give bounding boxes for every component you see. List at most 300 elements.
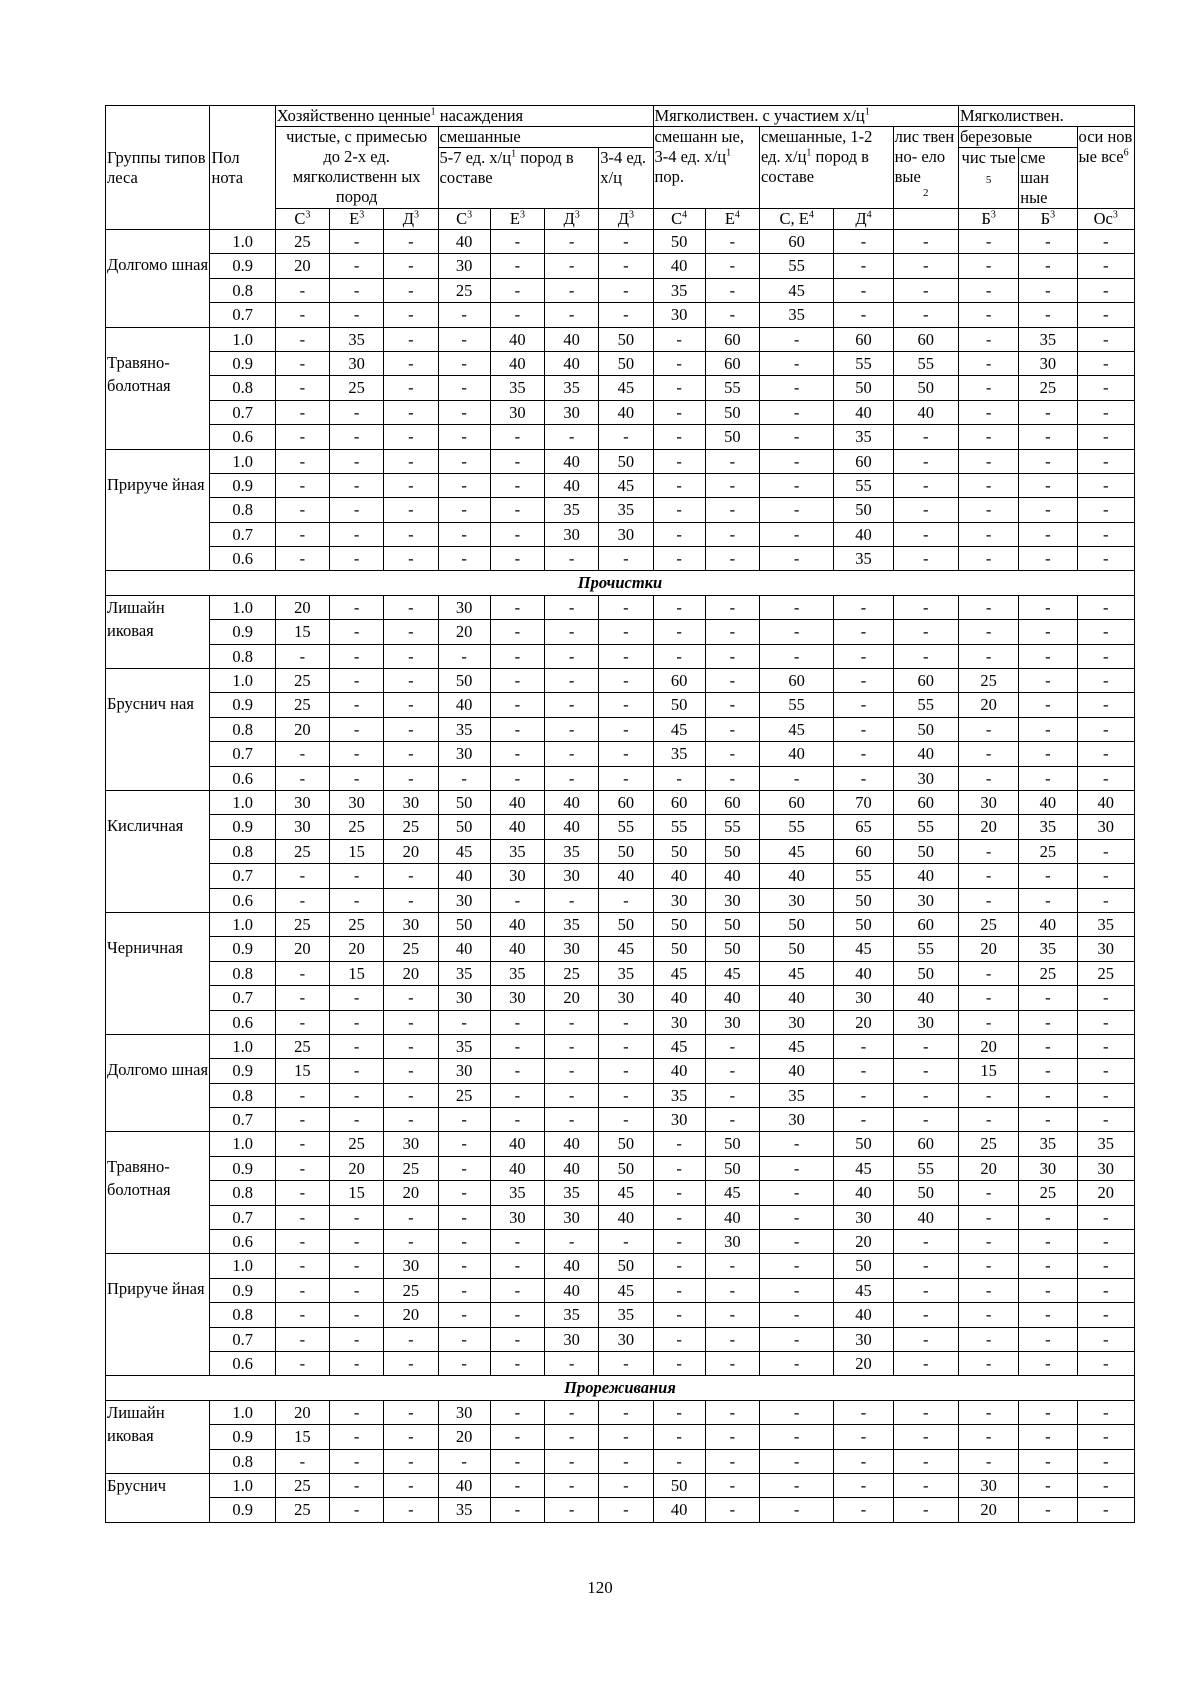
table-row [106,1351,1135,1375]
value-cell: 25 [384,1156,438,1180]
value-cell: 20 [834,1351,893,1375]
value-cell: 40 [760,1059,834,1083]
value-cell: - [330,717,384,741]
value-cell: 30 [760,1108,834,1132]
value-cell: - [490,254,544,278]
value-cell: 25 [384,815,438,839]
species-header-cell: $С^4$ [653,209,705,230]
density-cell: 0.9 [210,815,275,839]
value-cell: 35 [545,1303,599,1327]
value-cell: - [1077,1254,1134,1278]
value-cell: - [893,1303,958,1327]
value-cell: - [275,1449,329,1473]
table-row [106,1059,1135,1083]
value-cell: - [1019,473,1077,497]
value-cell: - [330,620,384,644]
value-cell: - [958,351,1018,375]
value-cell: - [330,1010,384,1034]
value-cell: - [545,254,599,278]
value-cell: - [893,425,958,449]
value-cell: - [599,1351,653,1375]
value-cell: 40 [653,254,705,278]
value-cell: - [1077,1034,1134,1058]
value-cell: - [958,449,1018,473]
value-cell: - [330,766,384,790]
value-cell: 40 [653,864,705,888]
value-cell: 50 [834,1132,893,1156]
value-cell: - [384,1327,438,1351]
value-cell: - [705,473,759,497]
value-cell: 50 [438,912,490,936]
value-cell: - [760,376,834,400]
value-cell: - [653,1205,705,1229]
value-cell: 35 [490,1181,544,1205]
value-cell: 30 [1019,1156,1077,1180]
value-cell: 30 [599,1327,653,1351]
value-cell: 40 [438,230,490,254]
value-cell: - [760,1473,834,1497]
value-cell: 45 [760,1034,834,1058]
value-cell: - [438,449,490,473]
value-cell: 40 [490,1156,544,1180]
density-cell: 0.9 [210,620,275,644]
value-cell: - [1077,742,1134,766]
value-cell: 40 [545,327,599,351]
value-cell: - [490,498,544,522]
value-cell: - [330,1498,384,1522]
value-cell: 30 [545,937,599,961]
value-cell: 40 [490,937,544,961]
value-cell: - [1019,1400,1077,1424]
value-cell: - [705,1449,759,1473]
value-cell: - [1019,1205,1077,1229]
value-cell: 50 [705,1156,759,1180]
value-cell: - [599,425,653,449]
value-cell: - [599,1449,653,1473]
value-cell: 25 [958,669,1018,693]
table-row [106,986,1135,1010]
value-cell: - [1019,230,1077,254]
table-row [106,522,1135,546]
density-cell: 0.8 [210,498,275,522]
value-cell: 50 [705,1132,759,1156]
value-cell: 40 [1019,912,1077,936]
value-cell: 55 [834,473,893,497]
density-cell: 1.0 [210,1254,275,1278]
value-cell: 40 [893,742,958,766]
value-cell: 25 [384,1278,438,1302]
value-cell: 30 [958,1473,1018,1497]
value-cell: - [599,669,653,693]
table-row [106,644,1135,668]
value-cell: - [1077,1205,1134,1229]
mixed-3-4-units-header: смешанн ые, 3-4 ед. $х/ц^1$ пор. [653,127,759,209]
value-cell: - [599,1083,653,1107]
value-cell: - [893,1083,958,1107]
value-cell: - [893,547,958,571]
value-cell: - [1019,1327,1077,1351]
value-cell: - [958,1449,1018,1473]
value-cell: - [490,1083,544,1107]
value-cell: - [1077,1498,1134,1522]
value-cell: 50 [599,351,653,375]
value-cell: - [1019,1278,1077,1302]
value-cell: 35 [438,961,490,985]
value-cell: - [893,1278,958,1302]
value-cell: - [490,1425,544,1449]
value-cell: - [490,1351,544,1375]
value-cell: - [1077,254,1134,278]
value-cell: - [490,1473,544,1497]
value-cell: 20 [275,717,329,741]
species-header-cell [893,209,958,230]
value-cell: 35 [1019,937,1077,961]
density-cell: 0.8 [210,1181,275,1205]
value-cell: - [760,498,834,522]
value-cell: - [958,376,1018,400]
species-header-cell: $Е^3$ [490,209,544,230]
value-cell: - [275,327,329,351]
value-cell: - [1077,1083,1134,1107]
value-cell: - [599,742,653,766]
value-cell: - [705,742,759,766]
value-cell: - [1077,327,1134,351]
density-cell: 0.9 [210,1156,275,1180]
forest-type-label: Травяно- болотная [107,1157,171,1200]
value-cell: - [705,1473,759,1497]
value-cell: 50 [893,839,958,863]
value-cell: 25 [1019,1181,1077,1205]
value-cell: - [834,230,893,254]
value-cell: - [490,888,544,912]
value-cell: - [705,717,759,741]
value-cell: - [330,278,384,302]
value-cell: 40 [705,986,759,1010]
value-cell: - [384,522,438,546]
value-cell: - [760,1449,834,1473]
value-cell: - [330,1230,384,1254]
value-cell: 20 [275,595,329,619]
value-cell: - [705,1059,759,1083]
value-cell: - [275,766,329,790]
value-cell: 20 [958,1156,1018,1180]
value-cell: 30 [893,766,958,790]
value-cell: - [958,1254,1018,1278]
value-cell: 30 [1077,1156,1134,1180]
value-cell: - [958,230,1018,254]
value-cell: 60 [653,669,705,693]
density-cell: 0.7 [210,1327,275,1351]
value-cell: - [599,1498,653,1522]
value-cell: 50 [705,400,759,424]
value-cell: 15 [958,1059,1018,1083]
value-cell: - [760,1400,834,1424]
value-cell: - [834,742,893,766]
value-cell: - [384,1351,438,1375]
value-cell: 50 [760,937,834,961]
value-cell: 25 [1077,961,1134,985]
value-cell: 60 [834,449,893,473]
value-cell: - [705,522,759,546]
value-cell: - [958,1327,1018,1351]
value-cell: - [275,498,329,522]
species-header-cell: $Д^3$ [384,209,438,230]
value-cell: - [330,1351,384,1375]
value-cell: - [1077,693,1134,717]
value-cell: 25 [330,815,384,839]
value-cell: 60 [893,327,958,351]
species-header-cell: $Ос^3$ [1077,209,1134,230]
value-cell: - [599,717,653,741]
table-row [106,1425,1135,1449]
value-cell: 40 [490,912,544,936]
value-cell: - [330,1400,384,1424]
value-cell: 30 [834,1205,893,1229]
value-cell: 60 [705,351,759,375]
value-cell: - [438,1132,490,1156]
value-cell: - [760,1303,834,1327]
value-cell: - [760,1327,834,1351]
value-cell: 50 [653,912,705,936]
value-cell: - [653,351,705,375]
value-cell: 30 [384,1254,438,1278]
value-cell: 25 [275,230,329,254]
value-cell: - [834,693,893,717]
value-cell: - [958,1205,1018,1229]
table-row [106,400,1135,424]
value-cell: - [330,1327,384,1351]
value-cell: 20 [275,1400,329,1424]
value-cell: 50 [599,1156,653,1180]
value-cell: - [275,522,329,546]
value-cell: - [1019,254,1077,278]
value-cell: - [490,1010,544,1034]
value-cell: - [1019,1230,1077,1254]
value-cell: - [275,1083,329,1107]
value-cell: - [958,400,1018,424]
value-cell: - [490,278,544,302]
value-cell: - [653,644,705,668]
value-cell: - [705,693,759,717]
table-row [106,1083,1135,1107]
value-cell: - [705,1351,759,1375]
species-header-cell: $С^3$ [275,209,329,230]
value-cell: - [893,595,958,619]
value-cell: 20 [275,937,329,961]
value-cell: 45 [653,961,705,985]
value-cell: 25 [545,961,599,985]
value-cell: - [438,1303,490,1327]
value-cell: 55 [760,815,834,839]
value-cell: - [1077,498,1134,522]
forest-type-group [106,327,210,449]
value-cell: 55 [705,376,759,400]
value-cell: - [760,1230,834,1254]
value-cell: - [705,1108,759,1132]
value-cell: 40 [1077,790,1134,814]
value-cell: - [438,1327,490,1351]
forest-type-group [106,595,210,668]
value-cell: - [545,888,599,912]
value-cell: - [545,1108,599,1132]
value-cell: - [705,1034,759,1058]
value-cell: - [438,644,490,668]
density-cell: 1.0 [210,230,275,254]
value-cell: - [545,425,599,449]
value-cell: 40 [490,815,544,839]
mixed-1-2-units-header: смешанные, 1-2 ед. $х/ц^1$ пород в составе [760,127,894,209]
value-cell: 20 [330,1156,384,1180]
value-cell: - [275,986,329,1010]
density-cell: 0.6 [210,1230,275,1254]
value-cell: - [438,351,490,375]
value-cell: 55 [893,351,958,375]
table-row [106,449,1135,473]
value-cell: - [490,1498,544,1522]
value-cell: - [275,1010,329,1034]
value-cell: - [893,473,958,497]
value-cell: - [958,1230,1018,1254]
mixed-3-4-valuable-header: 3-4 ед. х/ц [599,148,653,209]
value-cell: 35 [438,1034,490,1058]
value-cell: 30 [438,888,490,912]
value-cell: - [275,1254,329,1278]
value-cell: - [330,669,384,693]
density-cell: 0.8 [210,278,275,302]
value-cell: - [958,1108,1018,1132]
table-row [106,303,1135,327]
value-cell: - [438,1205,490,1229]
value-cell: - [384,1498,438,1522]
value-cell: - [545,644,599,668]
value-cell: 30 [599,986,653,1010]
value-cell: 30 [438,1400,490,1424]
value-cell: 45 [760,839,834,863]
species-header-cell: $Б^3$ [958,209,1018,230]
table-row [106,425,1135,449]
value-cell: 40 [760,864,834,888]
value-cell: - [1019,303,1077,327]
value-cell: - [834,644,893,668]
value-cell: 60 [893,1132,958,1156]
value-cell: - [760,766,834,790]
value-cell: - [599,1059,653,1083]
value-cell: - [1019,595,1077,619]
value-cell: 40 [834,522,893,546]
value-cell: 35 [490,961,544,985]
value-cell: - [599,547,653,571]
value-cell: - [384,278,438,302]
value-cell: - [438,1351,490,1375]
value-cell: 30 [545,864,599,888]
value-cell: - [653,1303,705,1327]
value-cell: 60 [705,327,759,351]
value-cell: - [490,1449,544,1473]
value-cell: 20 [384,1181,438,1205]
value-cell: 25 [275,669,329,693]
value-cell: - [653,425,705,449]
value-cell: - [490,522,544,546]
value-cell: - [330,230,384,254]
value-cell: - [1077,1059,1134,1083]
value-cell: 40 [545,449,599,473]
density-cell: 0.9 [210,1059,275,1083]
value-cell: - [545,1230,599,1254]
value-cell: - [384,669,438,693]
value-cell: 30 [1077,937,1134,961]
value-cell: 25 [275,912,329,936]
value-cell: 15 [275,1425,329,1449]
value-cell: 50 [438,790,490,814]
table-row [106,620,1135,644]
value-cell: 25 [275,693,329,717]
value-cell: - [653,595,705,619]
value-cell: - [275,961,329,985]
value-cell: - [1077,669,1134,693]
value-cell: - [834,1083,893,1107]
value-cell: 30 [545,1205,599,1229]
value-cell: - [275,888,329,912]
group-column-header: Группы типов леса [106,106,210,230]
value-cell: - [705,644,759,668]
value-cell: 30 [330,790,384,814]
value-cell: - [1019,1108,1077,1132]
value-cell: - [1019,547,1077,571]
value-cell: - [705,1083,759,1107]
table-row [106,937,1135,961]
mixed-stands-header: смешанные [438,127,653,148]
value-cell: - [384,400,438,424]
value-cell: 50 [599,912,653,936]
value-cell: 35 [545,1181,599,1205]
value-cell: - [1077,1010,1134,1034]
value-cell: - [893,522,958,546]
value-cell: - [1019,1351,1077,1375]
value-cell: 40 [490,327,544,351]
value-cell: - [760,547,834,571]
density-cell: 0.9 [210,693,275,717]
value-cell: - [1019,1498,1077,1522]
value-cell: - [599,278,653,302]
table-row [106,1156,1135,1180]
value-cell: 30 [893,888,958,912]
table-row [106,473,1135,497]
value-cell: 50 [760,912,834,936]
value-cell: - [1019,1473,1077,1497]
density-cell: 0.7 [210,1108,275,1132]
value-cell: - [384,1108,438,1132]
value-cell: - [1077,230,1134,254]
species-header-cell: $Д^3$ [545,209,599,230]
value-cell: - [653,547,705,571]
forest-type-label: Долгомо шная [107,1059,209,1079]
forest-type-label: Травяно- болотная [107,352,171,395]
value-cell: - [438,1010,490,1034]
value-cell: - [275,1278,329,1302]
value-cell: 40 [705,864,759,888]
density-cell: 0.6 [210,766,275,790]
value-cell: - [1019,425,1077,449]
value-cell: - [438,1156,490,1180]
value-cell: 50 [893,1181,958,1205]
value-cell: 45 [834,1156,893,1180]
value-cell: 30 [438,742,490,766]
value-cell: 30 [834,986,893,1010]
value-cell: 45 [705,1181,759,1205]
value-cell: - [275,1181,329,1205]
value-cell: - [760,1278,834,1302]
value-cell: - [330,449,384,473]
